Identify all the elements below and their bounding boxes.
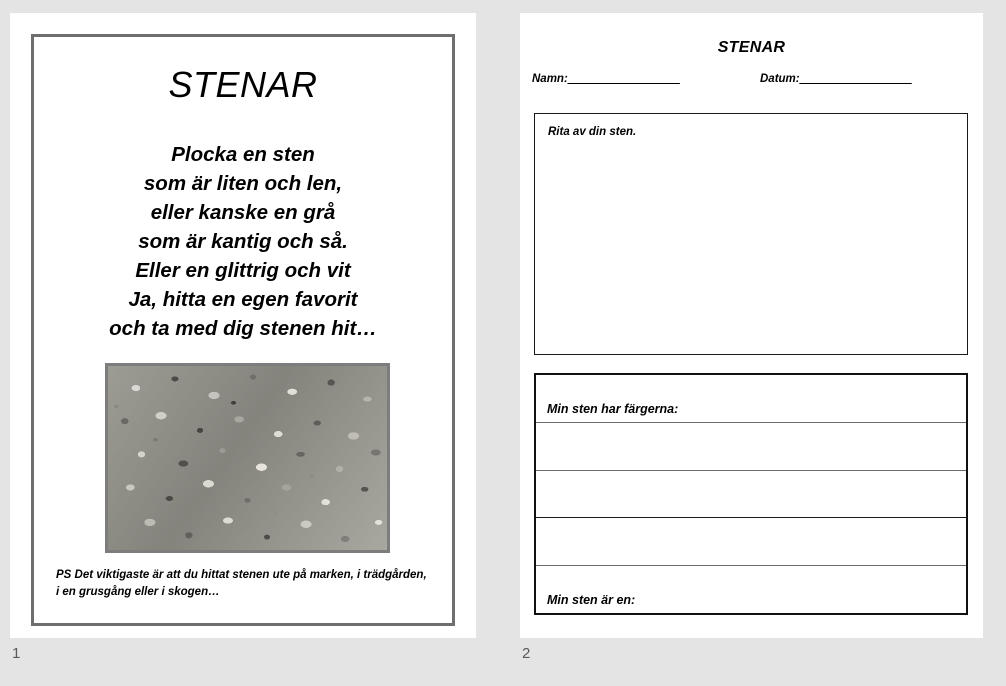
date-field-blank[interactable]: ___________________ [799,73,912,85]
table-row[interactable] [536,566,966,613]
slide-1-title: STENAR [168,64,318,105]
gravel-texture [108,366,387,550]
poem-line: Eller en glittrig och vit [135,259,351,282]
slide-thumbnail-1[interactable] [10,13,476,638]
slide-thumbnail-2[interactable] [520,13,983,638]
gravel-photo [105,363,390,553]
slide-number-1: 1 [12,645,21,662]
date-field-row [760,73,912,85]
poem-line: som är kantig och så. [138,230,348,253]
table-row[interactable] [536,375,966,423]
drawing-box-label: Rita av din sten. [548,126,637,138]
slide-1-poem [34,140,452,343]
poem-line: eller kanske en grå [150,201,336,224]
table-row-label: Min sten har färgerna: [547,401,679,416]
poem-line: och ta med dig stenen hit… [109,317,377,340]
name-field-row [532,73,680,85]
name-field-label: Namn: [532,73,568,85]
slide-1-footnote: PS Det viktigaste är att du hittat stenen ute på marken, i trädgården, i en grusgång eller i skogen… [56,569,427,598]
drawing-box[interactable] [534,113,968,355]
table-row[interactable] [536,471,966,519]
table-row[interactable] [536,423,966,471]
name-field-blank[interactable]: ___________________ [567,73,680,85]
table-row[interactable] [536,518,966,566]
slide-2-title: STENAR [717,39,786,56]
poem-line: Plocka en sten [171,143,315,166]
poem-line: som är liten och len, [143,172,343,195]
date-field-label: Datum: [760,73,800,85]
slide-number-2: 2 [522,645,531,662]
answer-table [534,373,968,615]
table-row-label: Min sten är en: [547,592,636,607]
poem-line: Ja, hitta en egen favorit [128,288,358,311]
slide-1-content-frame [31,34,455,626]
